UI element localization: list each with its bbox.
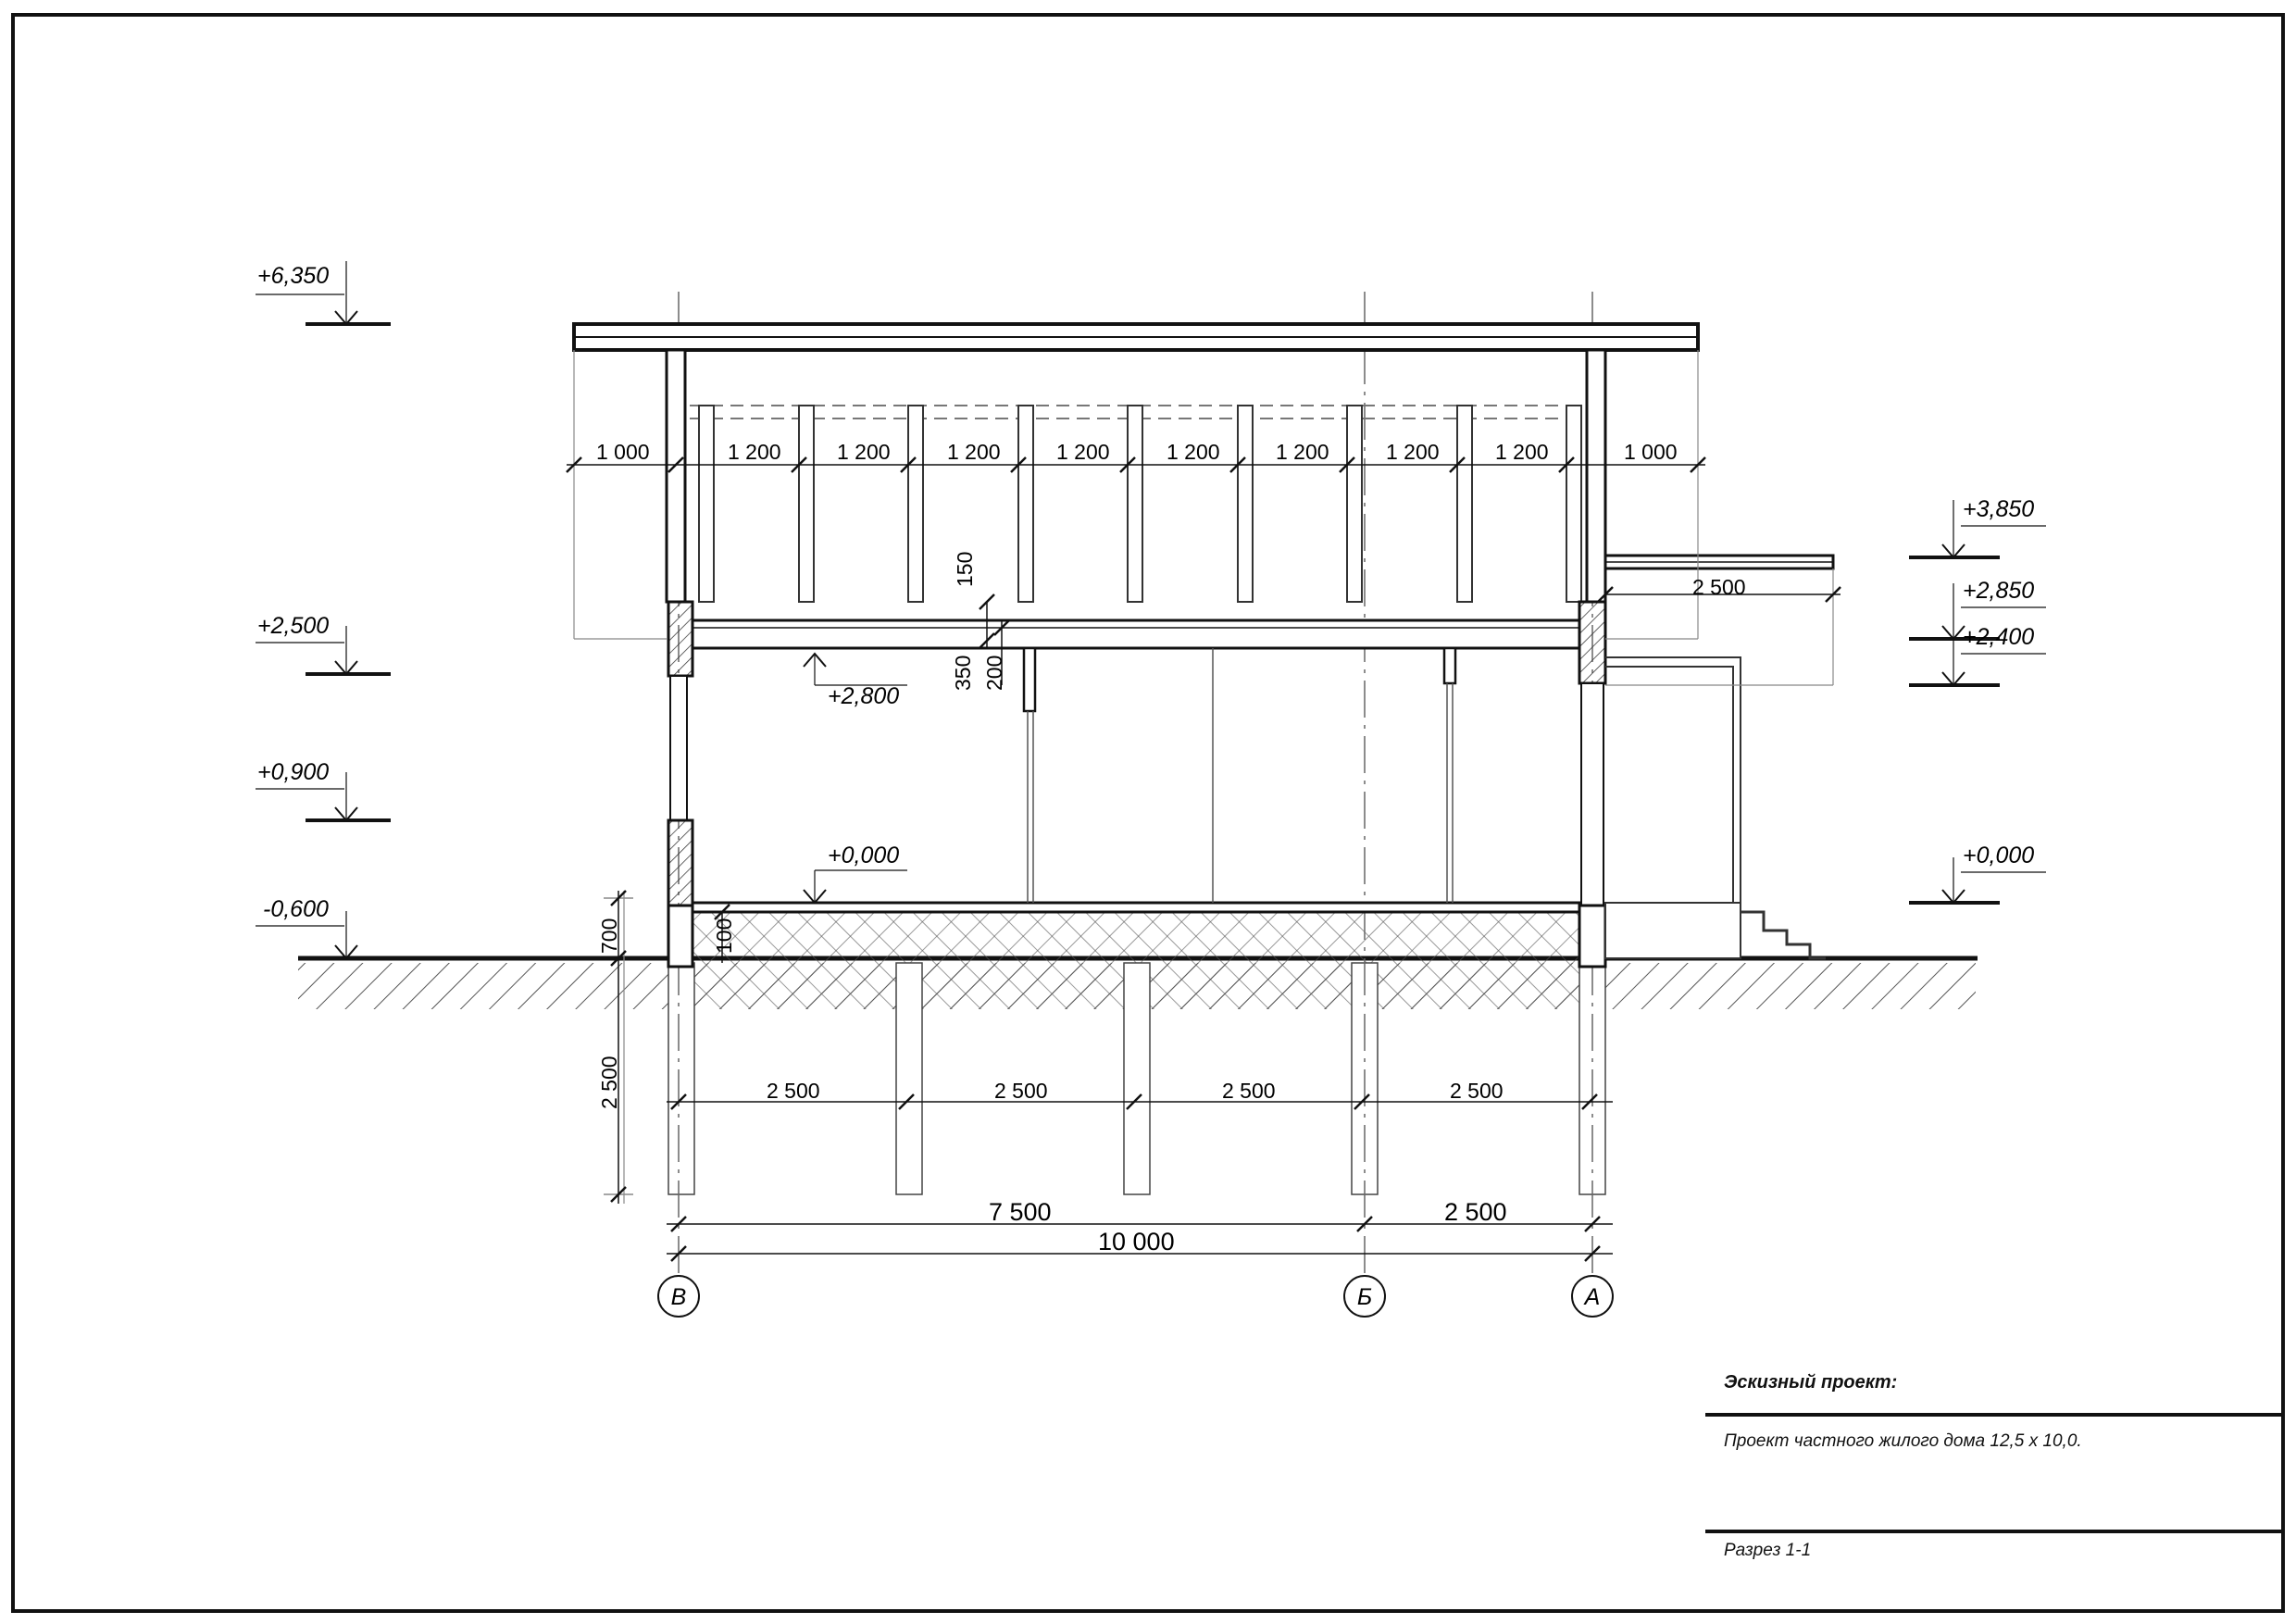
level-left-0900: +0,900 <box>257 759 330 785</box>
slab-dim-150: 150 <box>953 551 977 587</box>
level-left-0600: -0,600 <box>263 896 329 922</box>
extension-lines <box>574 350 1833 1204</box>
rafter-dim-8: 1 200 <box>1386 440 1440 464</box>
canopy <box>1605 556 1833 568</box>
plinth-dim-700: 700 <box>597 918 621 954</box>
rafter-dim-3: 1 200 <box>837 440 891 464</box>
level-right-0000: +0,000 <box>1963 843 2035 868</box>
rafter-dim-7: 1 200 <box>1276 440 1329 464</box>
level-left-2500: +2,500 <box>257 613 330 639</box>
slab-dim-200: 200 <box>982 655 1006 691</box>
level-inner-2800: +2,800 <box>828 683 900 709</box>
rafters <box>699 406 1581 602</box>
pile-spacing-2: 2 500 <box>994 1079 1048 1103</box>
overall-dim-left: 7 500 <box>989 1198 1052 1226</box>
pile-spacing-3: 2 500 <box>1222 1079 1276 1103</box>
interior-lines <box>1028 648 1453 903</box>
rafter-dim-4: 1 200 <box>947 440 1001 464</box>
title-block-description: Проект частного жилого дома 12,5 х 10,0. <box>1724 1431 2082 1451</box>
title-block-title: Эскизный проект: <box>1724 1372 1898 1393</box>
left-wall <box>667 350 693 967</box>
title-block-sheet-name: Разрез 1-1 <box>1724 1541 1812 1560</box>
rafter-dim-10: 1 000 <box>1624 440 1678 464</box>
pile-depth-dim: 2 500 <box>597 1056 621 1109</box>
overall-dim-right: 2 500 <box>1444 1198 1507 1226</box>
pile-spacing-4: 2 500 <box>1450 1079 1504 1103</box>
canopy-dim: 2 500 <box>1692 575 1746 599</box>
axis-label-a: А <box>1584 1284 1601 1310</box>
right-wall <box>1579 350 1605 967</box>
pile-spacing-1: 2 500 <box>767 1079 820 1103</box>
rafter-dim-1: 1 000 <box>596 440 650 464</box>
rafter-dim-2: 1 200 <box>728 440 781 464</box>
level-marks-left <box>256 261 391 958</box>
roof-slab <box>574 324 1698 350</box>
slab-dim-350: 350 <box>951 655 975 691</box>
overall-dim-total: 10 000 <box>1098 1228 1175 1255</box>
level-right-3850: +3,850 <box>1963 496 2035 522</box>
level-right-2850: +2,850 <box>1963 578 2035 604</box>
axis-markers <box>658 1276 1613 1317</box>
porch <box>1605 657 1826 958</box>
ground-floor-slab <box>693 903 1579 912</box>
axis-label-v: В <box>670 1284 687 1310</box>
level-right-2400: +2,400 <box>1963 624 2035 650</box>
rafter-dim-5: 1 200 <box>1056 440 1110 464</box>
level-left-6350: +6,350 <box>257 263 330 289</box>
plinth-dim-100: 100 <box>712 918 736 954</box>
rafter-dim-6: 1 200 <box>1167 440 1220 464</box>
rafter-dim-9: 1 200 <box>1495 440 1549 464</box>
level-inner-0000: +0,000 <box>828 843 900 868</box>
axis-label-b: Б <box>1356 1284 1373 1310</box>
